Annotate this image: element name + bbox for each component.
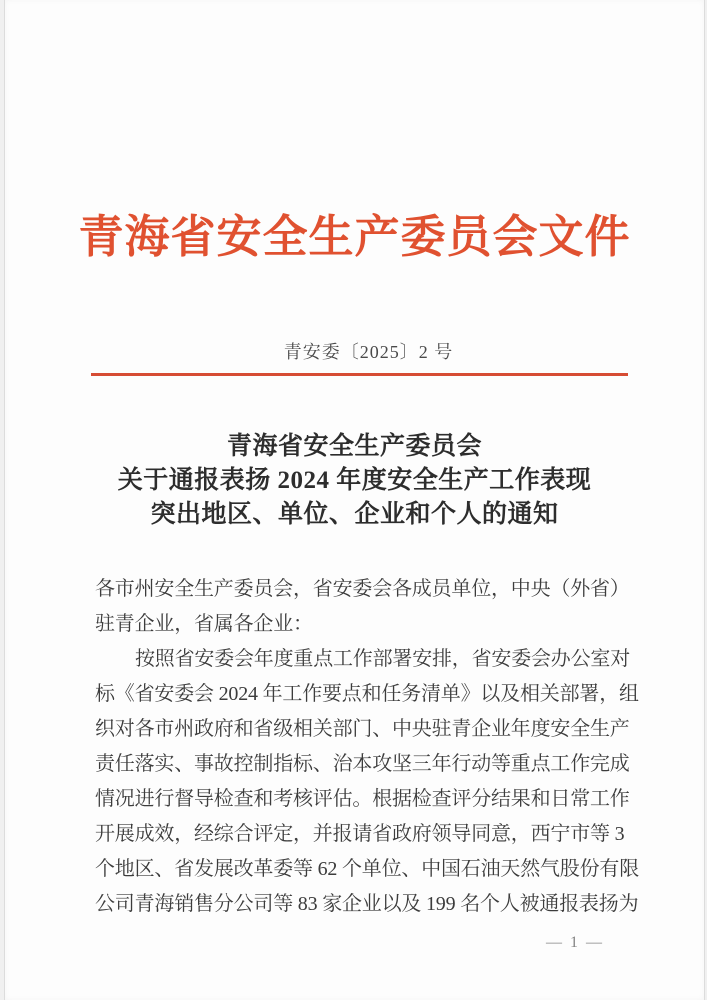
- body-line: 按照省安委会年度重点工作部署安排，省安委会办公室对: [135, 648, 630, 670]
- body-line: 织对各市州政府和省级相关部门、中央驻青企业年度安全生产: [95, 718, 630, 740]
- salutation-line: 驻青企业，省属各企业：: [95, 613, 313, 635]
- red-header-title: 青海省安全生产委员会文件: [78, 212, 631, 262]
- document-title-line-3: 突出地区、单位、企业和个人的通知: [150, 501, 559, 528]
- body-line: 开展成效，经综合评定，并报请省政府领导同意，西宁市等 3: [95, 823, 625, 845]
- document-title-line-1: 青海省安全生产委员会: [226, 433, 482, 460]
- body-line: 标《省安委会 2024 年工作要点和任务清单》以及相关部署，组: [95, 683, 639, 705]
- red-divider-rule: [91, 373, 628, 376]
- document-page: [4, 0, 705, 1000]
- body-line: 公司青海销售分公司等 83 家企业以及 199 名个人被通报表扬为: [95, 893, 639, 915]
- document-title: [5, 430, 704, 532]
- body-line: 个地区、省发展改革委等 62 个单位、中国石油天然气股份有限: [95, 858, 639, 880]
- document-title-line-2: 关于通报表扬 2024 年度安全生产工作表现: [117, 467, 592, 494]
- body-line: 情况进行督导检查和考核评估。根据检查评分结果和日常工作: [95, 788, 630, 810]
- salutation-line: 各市州安全生产委员会，省安委会各成员单位，中央（外省）: [95, 578, 630, 600]
- document-body: [95, 572, 639, 922]
- body-line: 责任落实、事故控制指标、治本攻坚三年行动等重点工作完成: [95, 753, 630, 775]
- page-number: — 1 —: [546, 934, 604, 951]
- document-number: 青安委〔2025〕2 号: [283, 342, 454, 362]
